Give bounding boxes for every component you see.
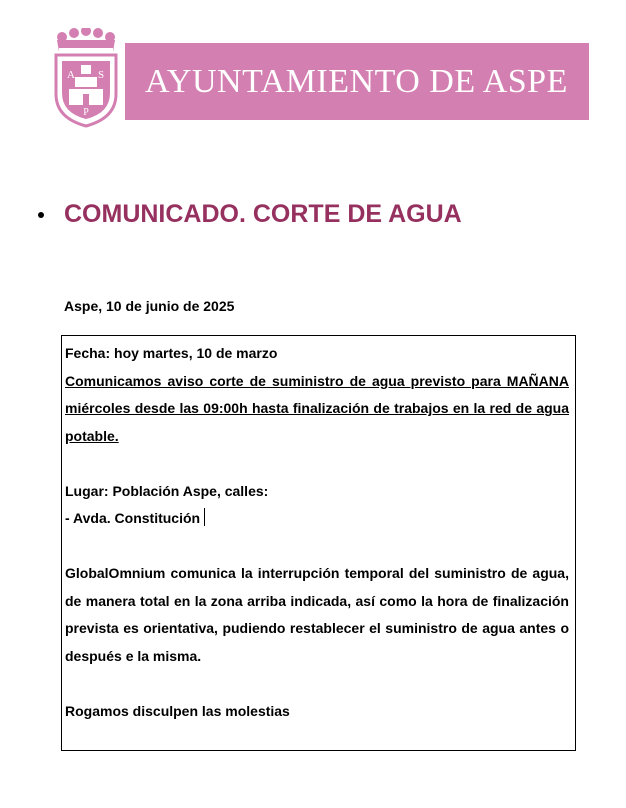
crest-letter-p: P <box>83 107 89 118</box>
text-cursor <box>204 508 205 526</box>
announcement-headline <box>38 200 462 229</box>
notice-spacer <box>65 670 569 698</box>
notice-description: GlobalOmnium comunica la interrupción temporal del suministro de agua, de manera total en la zona arriba indicada, así como la hora de finalización prevista es orientativa, pudiendo restablecer el suministro de agua antes o después e la misma. <box>65 565 569 664</box>
notice-spacer <box>65 533 569 561</box>
bullet-icon <box>38 212 44 218</box>
notice-date: Fecha: hoy martes, 10 de marzo <box>65 345 278 361</box>
crest-letter-a: A <box>67 69 75 81</box>
date-line: Aspe, 10 de junio de 2025 <box>64 298 235 314</box>
crest-letter-s: S <box>97 69 105 81</box>
notice-street-line <box>65 505 569 533</box>
headline-title: COMUNICADO. CORTE DE AGUA <box>64 200 462 228</box>
notice-box <box>61 335 576 751</box>
notice-street: - Avda. Constitución <box>65 510 201 526</box>
notice-outage-alert: Comunicamos aviso corte de suministro de agua previsto para MAÑANA miércoles desde las 09:00h hasta finalización de trabajos en la red de agua potable. <box>65 372 569 444</box>
organization-banner <box>125 43 589 120</box>
aspe-crest-logo <box>53 28 119 128</box>
notice-location: Lugar: Población Aspe, calles: <box>65 482 269 499</box>
notice-spacer <box>65 450 569 478</box>
notice-apology: Rogamos disculpen las molestias <box>65 702 290 719</box>
organization-name: AYUNTAMIENTO DE ASPE <box>145 62 568 100</box>
